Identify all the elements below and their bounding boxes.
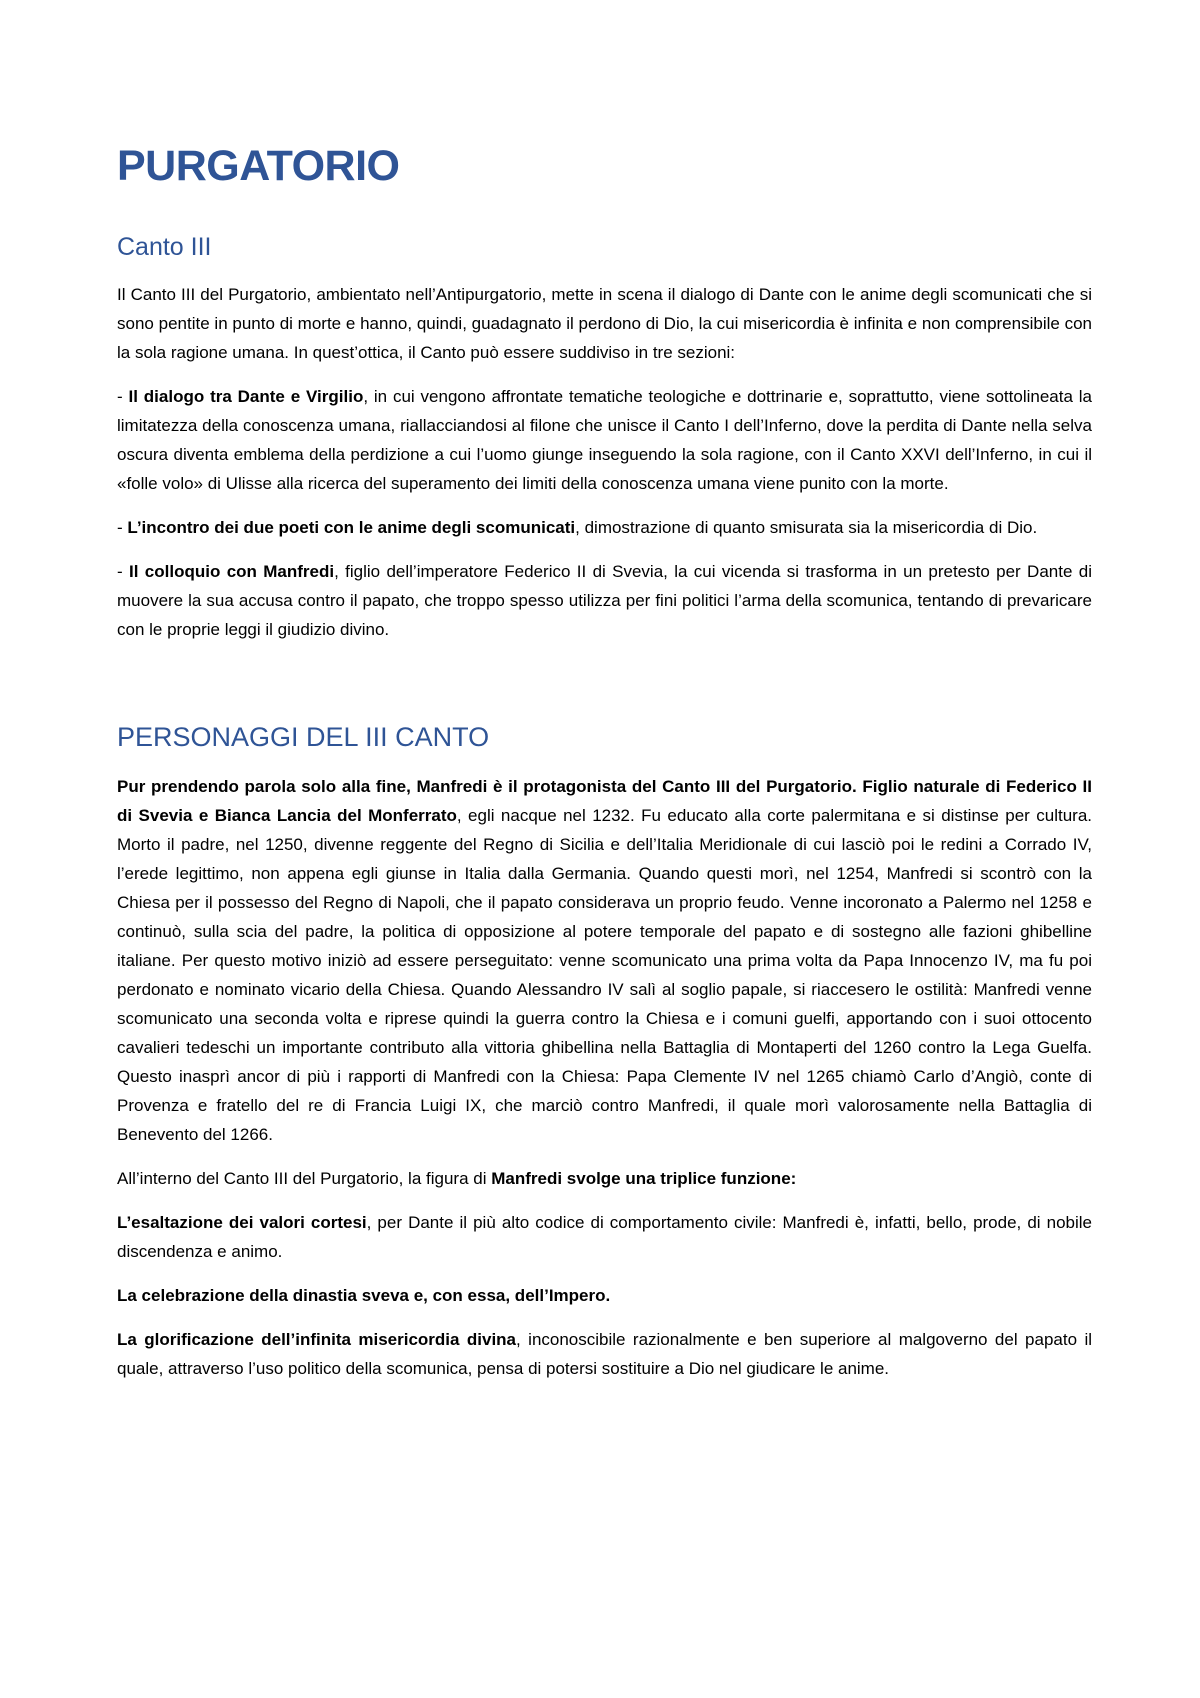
sections-list [117,382,1092,644]
document-title: PURGATORIO [117,142,400,190]
section-prefix: - [117,387,129,406]
document-page [117,140,1092,1383]
section-text: , figlio dell’imperatore Federico II di Svevia, la cui vicenda si trasforma in un pretesto per Dante di muovere la sua accusa contro il papato, che troppo spesso utilizza per fini politici l’arma della scomunica, tentando di prevaricare con le proprie leggi il giudizio divino. [117,562,1092,639]
function-bold: L’esaltazione dei valori cortesi [117,1213,367,1232]
characters-heading: PERSONAGGI DEL III CANTO [117,722,490,752]
section-bold: Il dialogo tra Dante e Virgilio [128,387,364,406]
function-bold: La glorificazione dell’infinita misericordia divina [117,1330,517,1349]
manfredi-bio-paragraph [117,772,1092,1149]
function-paragraph [117,1208,1092,1266]
function-text: , inconoscibile razionalmente e ben superiore al malgoverno del papato il quale, attraverso l’uso politico della scomunica, pensa di potersi sostituire a Dio nel giudicare le anime. [117,1330,1092,1378]
function-intro-paragraph [117,1164,1092,1193]
function-intro-bold: Manfredi svolge una triplice funzione: [491,1169,797,1188]
section-prefix: - [117,562,130,581]
function-bold: La celebrazione della dinastia sveva e, con essa, dell’Impero. [117,1286,611,1305]
section-text: , dimostrazione di quanto smisurata sia la misericordia di Dio. [575,518,1038,537]
intro-paragraph: Il Canto III del Purgatorio, ambientato nell’Antipurgatorio, mette in scena il dialogo di Dante con le anime degli scomunicati che si sono pentite in punto di morte e hanno, quindi, guadagnato il perdono di Dio, la cui misericordia è infinita e non comprensibile con la sola ragione umana. In quest’ottica, il Canto può essere suddiviso in tre sezioni: [117,285,1092,362]
section-text: , in cui vengono affrontate tematiche teologiche e dottrinarie e, soprattutto, viene sottolineata la limitatezza della conoscenza umana, riallacciandosi al filone che unisce il Canto I dell’Inferno, dove la perdita di Dante nella selva oscura diventa emblema della perdizione a cui l’uomo giunge inseguendo la sola ragione, con il Canto XXVI dell’Inferno, in cui il «folle volo» di Ulisse alla ricerca del superamento dei limiti della conoscenza umana viene punito con la morte. [117,387,1092,493]
section-paragraph [117,557,1092,644]
function-paragraph [117,1325,1092,1383]
function-intro-text: All’interno del Canto III del Purgatorio, la figura di [117,1169,492,1188]
section-bold: Il colloquio con Manfredi [129,562,335,581]
section-paragraph [117,513,1092,542]
section-prefix: - [117,518,128,537]
section-bold: L’incontro dei due poeti con le anime degli scomunicati [127,518,576,537]
section-paragraph [117,382,1092,498]
bio-text: , egli nacque nel 1232. Fu educato alla corte palermitana e si distinse per cultura. Morto il padre, nel 1250, divenne reggente del Regno di Sicilia e dell’Italia Meridionale di cui lasciò poi le redini a Corrado IV, l’erede legittimo, non appena egli giunse in Italia dalla Germania. Quando questi morì, nel 1254, Manfredi si scontrò con la Chiesa per il possesso del Regno di Napoli, che il papato considerava un proprio feudo. Venne incoronato a Palermo nel 1258 e continuò, sulla scia del padre, la politica di opposizione al potere temporale del papato e di sostegno alle fazioni ghibelline italiane. Per questo motivo iniziò ad essere perseguitato: venne scomunicato una prima volta da Papa Innocenzo IV, ma fu poi perdonato e nominato vicario della Chiesa. Quando Alessandro IV salì al soglio papale, si riaccesero le ostilità: Manfredi venne scomunicato una seconda volta e riprese quindi la guerra contro la Chiesa e i comuni guelfi, apportando con i suoi ottocento cavalieri tedeschi un importante contributo alla vittoria ghibellina nella Battaglia di Montaperti del 1260 contro la Lega Guelfa. Questo inasprì ancor di più i rapporti di Manfredi con la Chiesa: Papa Clemente IV nel 1265 chiamò Carlo d’Angiò, conte di Provenza e fratello del re di Francia Luigi IX, che marciò contro Manfredi, il quale morì valorosamente nella Battaglia di Benevento del 1266. [117,806,1093,1144]
function-text: , per Dante il più alto codice di comportamento civile: Manfredi è, infatti, bello, prode, di nobile discendenza e animo. [117,1213,1092,1261]
bio-bold: Pur prendendo parola solo alla fine, Manfredi è il protagonista del Canto III del Purgatorio. Figlio naturale di Federico II di Svevia e Bianca Lancia del Monferrato [117,777,1092,825]
canto-subtitle: Canto III [117,233,212,261]
function-paragraph [117,1281,1092,1310]
